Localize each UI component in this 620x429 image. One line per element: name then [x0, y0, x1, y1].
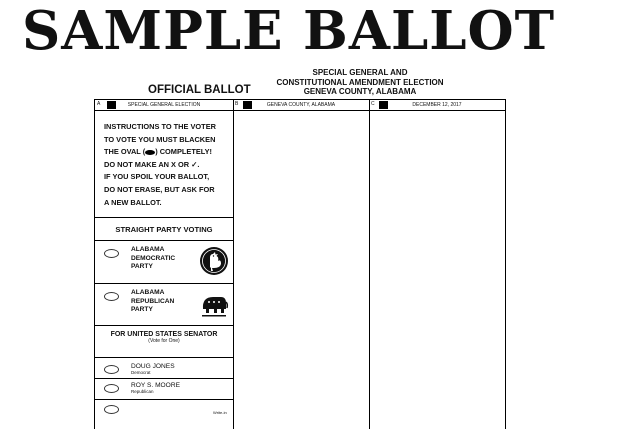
header-label: SPECIAL GENERAL ELECTION — [127, 102, 201, 108]
vote-oval[interactable] — [104, 249, 119, 258]
party-name-line: ALABAMA — [131, 246, 165, 253]
divider — [95, 378, 233, 379]
divider — [95, 217, 233, 218]
write-in-label: Write-in — [213, 410, 227, 415]
election-title-line: CONSTITUTIONAL AMENDMENT ELECTION — [276, 77, 444, 87]
instruction-text: THE OVAL ( — [104, 147, 146, 157]
party-option-democratic[interactable] — [95, 242, 233, 282]
party-name-line: PARTY — [131, 306, 153, 314]
ballot-sheet — [94, 99, 506, 429]
party-name-line: PARTY — [131, 263, 153, 271]
header-cell-a — [95, 100, 233, 110]
candidate-party: Republican — [131, 389, 154, 394]
instruction-line — [104, 146, 234, 159]
instruction-text: ) COMPLETELY! — [155, 147, 213, 157]
instruction-line: DO NOT MAKE AN X OR ✓. — [104, 159, 200, 169]
vote-oval[interactable] — [104, 384, 119, 393]
straight-party-title: STRAIGHT PARTY VOTING — [115, 225, 213, 234]
divider — [95, 357, 233, 358]
instruction-line: DO NOT ERASE, BUT ASK FOR — [104, 184, 215, 194]
candidate-name: DOUG JONES — [131, 363, 175, 370]
vote-oval[interactable] — [104, 365, 119, 374]
official-ballot-title: OFFICIAL BALLOT — [148, 84, 251, 96]
column-letter: B — [235, 101, 239, 107]
header-label: GENEVA COUNTY, ALABAMA — [266, 102, 336, 108]
candidate-party: Democrat — [131, 370, 151, 375]
filled-oval-icon — [145, 150, 155, 155]
party-name — [131, 246, 175, 272]
election-title-line: SPECIAL GENERAL AND — [312, 68, 408, 77]
divider — [95, 240, 233, 241]
candidate-row[interactable] — [95, 380, 233, 398]
senate-race-header — [95, 331, 233, 344]
vote-for-one: (Vote for One) — [148, 338, 180, 344]
candidate-name: ROY S. MOORE — [131, 382, 180, 389]
ballot-header-row — [95, 99, 505, 111]
party-name-line: DEMOCRATIC — [131, 254, 176, 262]
instruction-line: INSTRUCTIONS TO THE VOTER — [104, 122, 216, 131]
party-name-line: ALABAMA — [131, 289, 165, 296]
election-title-line: GENEVA COUNTY, ALABAMA — [303, 87, 417, 96]
column-letter: C — [371, 101, 375, 107]
divider — [95, 399, 233, 400]
instruction-line: A NEW BALLOT. — [104, 197, 162, 207]
vote-oval[interactable] — [104, 405, 119, 414]
instruction-line: IF YOU SPOIL YOUR BALLOT, — [104, 172, 210, 182]
candidate-row[interactable] — [95, 361, 233, 379]
voter-instructions — [104, 121, 234, 209]
rooster-icon — [199, 246, 229, 276]
sample-ballot-banner: SAMPLE BALLOT — [22, 0, 556, 62]
column-divider — [369, 99, 370, 429]
party-name — [131, 289, 174, 315]
party-option-republican[interactable] — [95, 285, 233, 325]
divider — [95, 325, 233, 326]
header-cell-c — [369, 100, 505, 110]
elephant-icon — [199, 289, 229, 319]
column-letter: A — [97, 101, 101, 107]
header-cell-b — [233, 100, 369, 110]
divider — [95, 283, 233, 284]
senate-race-title: FOR UNITED STATES SENATOR — [110, 331, 218, 338]
instruction-line: TO VOTE YOU MUST BLACKEN — [104, 134, 216, 144]
party-name-line: REPUBLICAN — [131, 297, 175, 305]
election-title — [260, 68, 460, 97]
vote-oval[interactable] — [104, 292, 119, 301]
header-label: DECEMBER 12, 2017 — [412, 102, 462, 108]
